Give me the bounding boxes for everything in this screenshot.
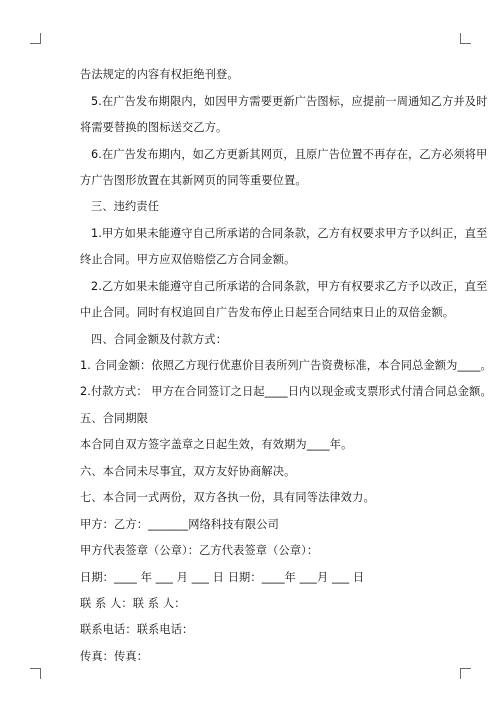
phone-line: 联系电话：联系电话： xyxy=(80,623,194,636)
text-line: 将需要替换的图标送交乙方。 xyxy=(80,121,228,134)
contact-person-line: 联 系 人：联 系 人： xyxy=(80,597,186,610)
section-six: 六、本合同未尽事宜，双方友好协商解决。 xyxy=(80,465,296,478)
payment-clause-1: 1. 合同金额：依照乙方现行优惠价目表所列广告资费标准，本合同总金额为____。 xyxy=(80,359,492,372)
crop-mark-top-left xyxy=(30,33,41,44)
crop-mark-bottom-left xyxy=(30,668,41,679)
section-seven: 七、本合同一式两份，双方各执一份，具有同等法律效力。 xyxy=(80,491,375,504)
breach-clause-1: 1.甲方如果未能遵守自己所承诺的合同条款，乙方有权要求甲方予以纠正，直至 xyxy=(91,227,488,240)
clause-6: 6.在广告发布期内，如乙方更新其网页，且原广告位置不再存在，乙方必须将甲 xyxy=(91,148,488,161)
payment-clause-2: 2.付款方式： 甲方在合同签订之日起____日内以现金或支票形式付清合同总金额。 xyxy=(80,385,492,398)
section-heading-breach: 三、违约责任 xyxy=(91,200,160,213)
term-clause: 本合同自双方签字盖章之日起生效，有效期为____年。 xyxy=(80,438,353,451)
text-line: 终止合同。甲方应双倍赔偿乙方合同金额。 xyxy=(80,253,296,266)
text-line: 中止合同。同时有权追回自广告发布停止日起至合同结束日止的双倍金额。 xyxy=(80,306,455,319)
text-line: 告法规定的内容有权拒绝刊登。 xyxy=(80,68,239,81)
text-line: 方广告图形放置在其新网页的同等重要位置。 xyxy=(80,174,307,187)
section-heading-term: 五、合同期限 xyxy=(80,412,149,425)
signature-line: 甲方代表签章（公章）：乙方代表签章（公章）： xyxy=(80,544,319,557)
date-line: 日期：____ 年 ___ 月 ___ 日 日期：____年 ___月 ___ 日 xyxy=(80,571,365,584)
crop-mark-top-right xyxy=(460,33,471,44)
crop-mark-bottom-right xyxy=(460,668,471,679)
clause-5: 5.在广告发布期限内，如因甲方需要更新广告图标，应提前一周通知乙方并及时 xyxy=(91,95,488,108)
section-heading-payment: 四、合同金额及付款方式： xyxy=(91,333,228,346)
fax-line: 传真：传真： xyxy=(80,650,149,663)
parties-line: 甲方：乙方：_______网络科技有限公司 xyxy=(80,518,279,531)
breach-clause-2: 2.乙方如果未能遵守自己所承诺的合同条款，甲方有权要求乙方予以改正，直至 xyxy=(91,280,488,293)
